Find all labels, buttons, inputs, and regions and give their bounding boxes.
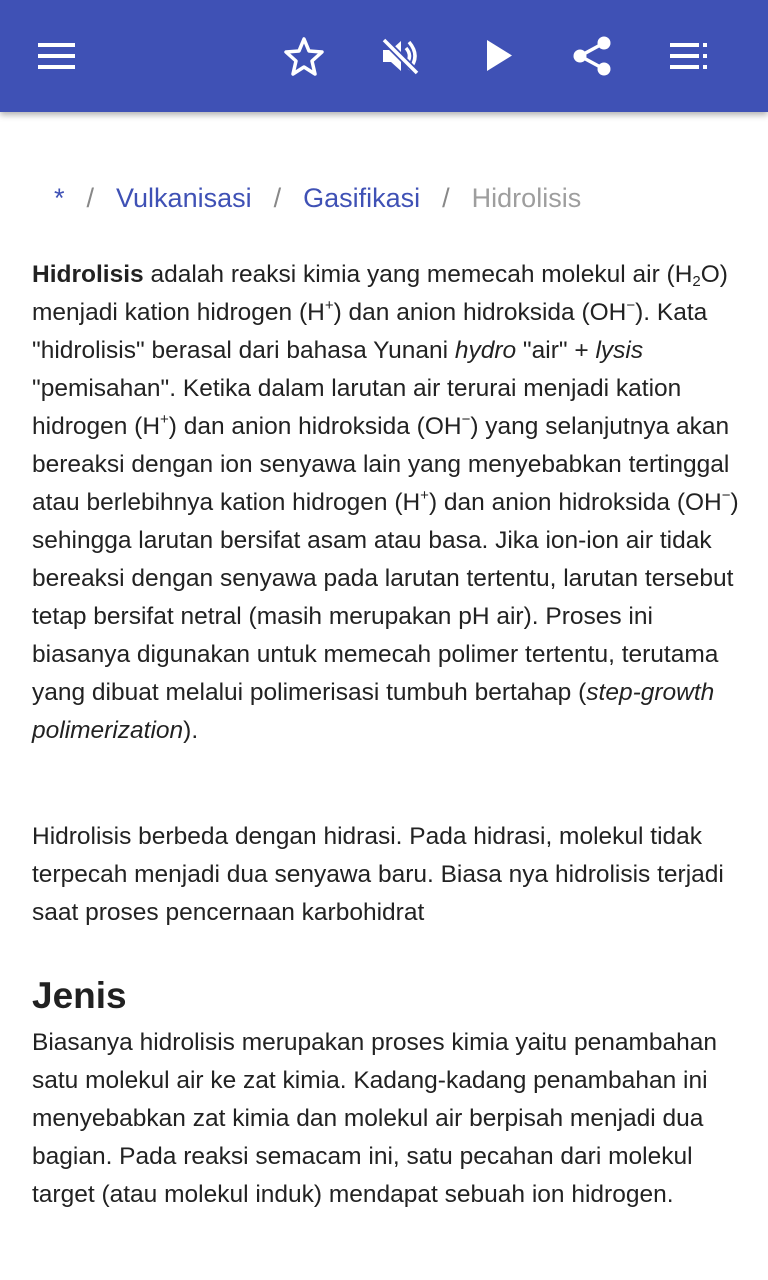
text-run: ) dan anion hidroksida (OH: [168, 413, 462, 440]
breadcrumb-separator: /: [442, 183, 450, 213]
text-run: ) yang selanjutnya akan bereaksi dengan ion senyawa lain yang menyebabkan tertinggal atau berlebihnya kation hidrogen (H: [32, 413, 730, 516]
breadcrumb-home[interactable]: *: [54, 183, 65, 213]
breadcrumb-item-vulkanisasi[interactable]: Vulkanisasi: [116, 183, 252, 213]
superscript: +: [420, 487, 429, 504]
text-run: "air" +: [516, 337, 596, 364]
intro-paragraph: [32, 256, 744, 750]
text-run: "pemisahan". Ketika dalam larutan air terurai menjadi kation hidrogen (H: [32, 375, 682, 440]
share-icon[interactable]: [573, 36, 611, 76]
text-run: O) menjadi kation hidrogen (H: [32, 261, 728, 326]
text-run: adalah reaksi kimia yang memecah molekul air (H: [143, 261, 693, 288]
section-heading-jenis: Jenis: [32, 975, 127, 1016]
superscript: −: [626, 297, 636, 314]
breadcrumb-separator: /: [86, 183, 95, 213]
superscript: −: [461, 411, 471, 428]
list-icon[interactable]: [670, 43, 707, 69]
term-bold: Hidrolisis: [32, 261, 144, 288]
text-run: ). Kata "hidrolisis" berasal dari bahasa Yunani: [32, 299, 708, 364]
italic-term: step-growth polimerization: [32, 679, 715, 744]
text-run: ) sehingga larutan bersifat asam atau basa. Jika ion-ion air tidak bereaksi dengan senyawa pada larutan tertentu, larutan tersebut tetap bersifat netral (masih merupakan pH air). Proses ini biasanya digunakan untuk memecah polimer tertentu, terutama yang dibuat melalui polimerisasi tumbuh bertahap (: [32, 489, 739, 706]
star-outline-icon[interactable]: [284, 36, 324, 76]
volume-off-icon[interactable]: [380, 36, 420, 76]
breadcrumb: [32, 182, 768, 214]
breadcrumb-current: Hidrolisis: [471, 183, 582, 213]
text-run: ) dan anion hidroksida (OH: [333, 299, 627, 326]
text-run: ) dan anion hidroksida (OH: [428, 489, 722, 516]
italic-term: hydro: [454, 337, 517, 364]
breadcrumb-separator: /: [273, 183, 282, 213]
menu-icon[interactable]: [38, 43, 75, 69]
superscript: −: [721, 487, 731, 504]
superscript: +: [160, 411, 169, 428]
superscript: +: [324, 297, 334, 314]
italic-term: lysis: [595, 337, 644, 364]
paragraph-hidrasi: Hidrolisis berbeda dengan hidrasi. Pada hidrasi, molekul tidak terpecah menjadi dua senyawa baru. Biasa nya hidrolisis terjadi saat proses pencernaan karbohidrat: [32, 823, 724, 926]
play-icon[interactable]: [487, 40, 512, 71]
paragraph-jenis: Biasanya hidrolisis merupakan proses kimia yaitu penambahan satu molekul air ke zat kimia. Kadang-kadang penambahan ini menyebabkan zat kimia dan molekul air berpisah menjadi dua bagian. Pada reaksi semacam ini, satu pecahan dari molekul target (atau molekul induk) mendapat sebuah ion hidrogen.: [32, 1029, 718, 1208]
app-toolbar: [0, 0, 768, 112]
breadcrumb-item-gasifikasi[interactable]: Gasifikasi: [303, 183, 421, 213]
text-run: ).: [183, 717, 199, 744]
subscript: 2: [692, 273, 701, 290]
